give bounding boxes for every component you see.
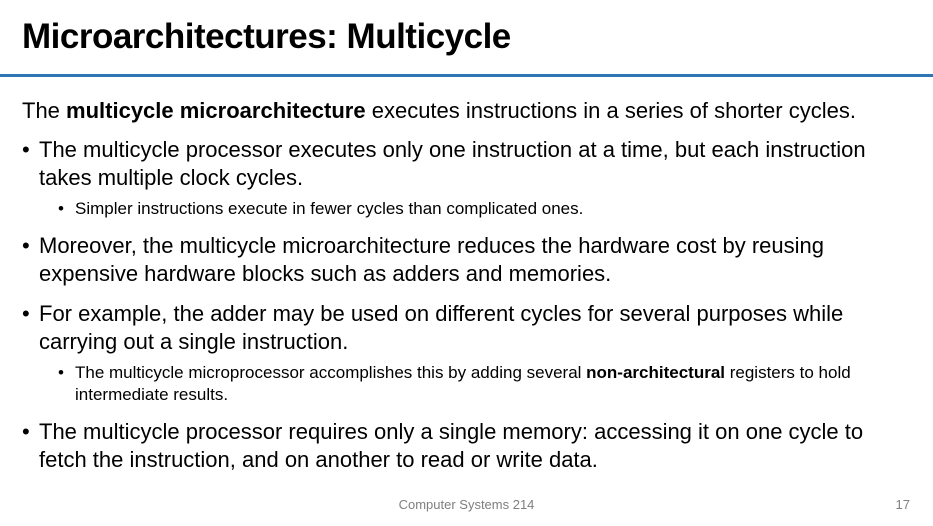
bullet-text: The multicycle processor requires only a single memory: accessing it on one cycle to fetch the instruction, and on another to read or write data. (39, 419, 864, 472)
sub-bullet-text-before: The multicycle microprocessor accomplishes this by adding several (75, 363, 587, 382)
bullet-item (22, 136, 912, 192)
intro-bold-term: multicycle microarchitecture (66, 98, 366, 123)
sub-bullet-marker: • (58, 363, 64, 382)
bullet-text: The multicycle processor executes only one instruction at a time, but each instruction takes multiple clock cycles. (39, 137, 866, 190)
slide-content (22, 97, 912, 474)
bullet-item (22, 418, 912, 474)
bullet-text: Moreover, the multicycle microarchitecture reduces the hardware cost by reusing expensive hardware blocks such as adders and memories. (39, 233, 825, 286)
bullet-marker: • (22, 301, 30, 326)
sub-bullet-item (22, 362, 912, 406)
sub-bullet-text-after: registers to hold intermediate results. (75, 363, 851, 404)
bullet-marker: • (22, 233, 30, 258)
bullet-marker: • (22, 419, 30, 444)
intro-text-after: executes instructions in a series of shorter cycles. (365, 98, 856, 123)
bullet-marker: • (22, 137, 30, 162)
footer-page-number: 17 (895, 497, 910, 512)
sub-bullet-text: Simpler instructions execute in fewer cycles than complicated ones. (75, 199, 584, 218)
sub-bullet-marker: • (58, 199, 64, 218)
bullet-text: For example, the adder may be used on different cycles for several purposes while carrying out a single instruction. (39, 301, 844, 354)
sub-bullet-item (22, 198, 912, 220)
title-divider (0, 74, 933, 77)
sub-bullet-bold-term: non-architectural (586, 363, 726, 382)
intro-paragraph (22, 97, 912, 124)
bullet-item (22, 300, 912, 356)
footer-course-name: Computer Systems 214 (398, 497, 535, 512)
slide-title: Microarchitectures: Multicycle (22, 17, 511, 56)
intro-text-before: The (22, 98, 67, 123)
bullet-item (22, 232, 912, 288)
